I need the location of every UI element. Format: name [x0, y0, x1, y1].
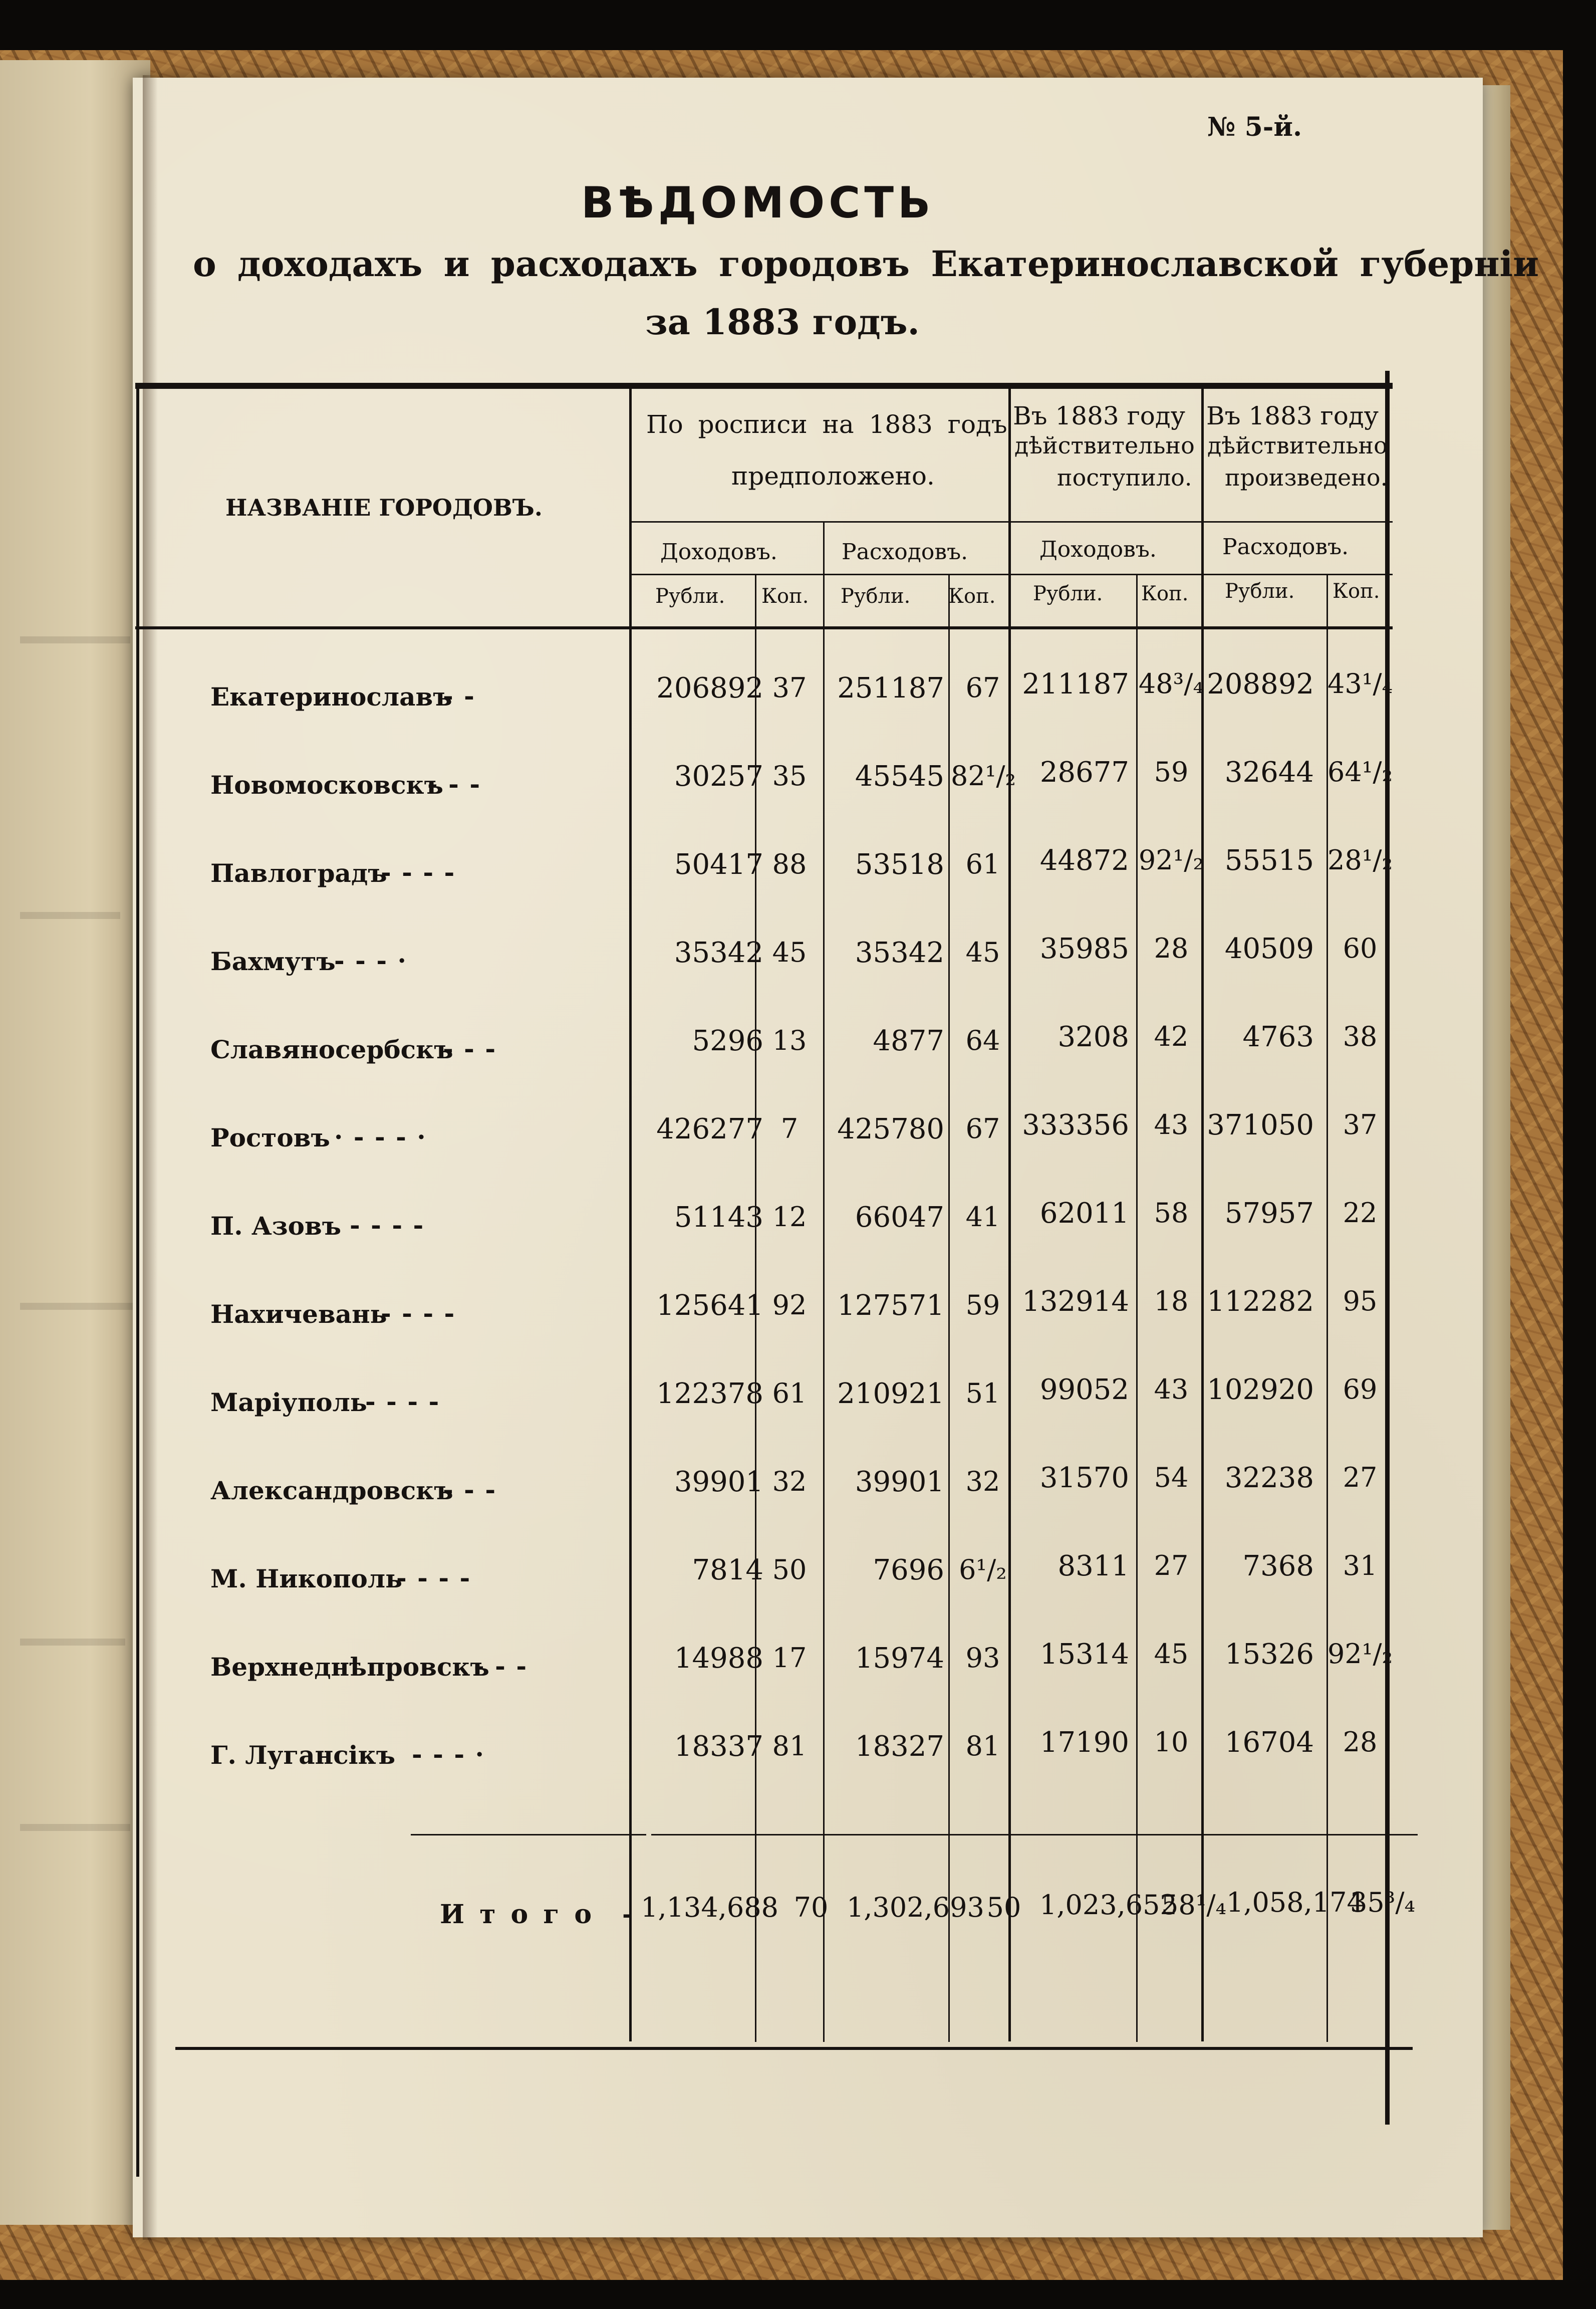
total-budget-expense-rub: 1,302,693 [847, 1892, 984, 1923]
budget-expense-kop: 6¹/₂ [959, 1554, 1007, 1585]
budget-expense-kop: 61 [965, 848, 1000, 880]
budget-income-rub: 206892 [656, 672, 763, 705]
received-income-rub: 62011 [1039, 1197, 1129, 1230]
budget-expense-rub: 66047 [855, 1201, 944, 1234]
budget-expense-rub: 18327 [855, 1730, 944, 1763]
leader-dashes: - - - - [381, 857, 456, 887]
budget-expense-kop: 82¹/₂ [951, 760, 1016, 792]
spent-expense-kop: 27 [1343, 1462, 1378, 1493]
left-page [0, 60, 150, 2225]
received-income-kop: 27 [1154, 1550, 1189, 1581]
budget-income-kop: 35 [772, 760, 807, 792]
header-unit-kop: Коп. [1141, 582, 1189, 605]
header-budget-title: По росписи на 1883 годъ [646, 410, 1007, 439]
budget-expense-kop: 67 [965, 672, 1000, 704]
budget-income-kop: 61 [772, 1377, 807, 1409]
budget-expense-rub: 15974 [855, 1642, 944, 1675]
budget-income-kop: 32 [772, 1466, 807, 1497]
header-unit-kop: Коп. [1333, 580, 1380, 603]
received-income-rub: 31570 [1039, 1462, 1129, 1494]
total-received-income-rub: 1,023,652 [1039, 1889, 1177, 1921]
total-received-income-kop: 58¹/₄ [1161, 1889, 1227, 1921]
header-spent-line2: дѣйствительно [1207, 432, 1388, 459]
received-income-kop: 18 [1154, 1285, 1189, 1317]
budget-income-rub: 39901 [674, 1466, 763, 1498]
header-budget-income: Доходовъ. [660, 539, 777, 565]
budget-income-rub: 7814 [692, 1554, 763, 1586]
spent-expense-rub: 7368 [1242, 1550, 1314, 1582]
spent-expense-rub: 4763 [1242, 1021, 1314, 1053]
received-income-kop: 45 [1154, 1638, 1189, 1670]
spent-expense-kop: 69 [1343, 1373, 1378, 1405]
document-title: ВѢДОМОСТЬ [581, 178, 935, 228]
city-name: Новомосковскъ [210, 770, 444, 800]
spent-expense-kop: 28¹/₂ [1327, 844, 1393, 876]
budget-expense-kop: 45 [965, 937, 1000, 968]
spent-expense-rub: 57957 [1224, 1197, 1314, 1230]
spent-expense-kop: 60 [1343, 933, 1378, 964]
budget-income-rub: 426277 [656, 1113, 763, 1145]
total-label: И т о г о [440, 1899, 595, 1930]
header-unit-kop: Коп. [948, 585, 996, 608]
spent-expense-rub: 112282 [1207, 1285, 1314, 1318]
header-unit-rub: Рубли. [655, 585, 725, 608]
city-name: Александровскъ [210, 1476, 453, 1505]
budget-income-rub: 14988 [674, 1642, 763, 1675]
budget-income-rub: 5296 [692, 1025, 763, 1057]
city-name: Нахичевань [210, 1299, 387, 1329]
page-edge [1483, 85, 1510, 2230]
spent-expense-kop: 38 [1343, 1021, 1378, 1052]
spent-expense-kop: 95 [1343, 1285, 1378, 1317]
budget-income-rub: 30257 [674, 760, 763, 793]
spent-expense-rub: 40509 [1224, 933, 1314, 965]
city-name: Ростовъ [210, 1123, 330, 1152]
leader-dashes: - - - - [381, 1298, 456, 1328]
budget-income-rub: 51143 [674, 1201, 763, 1234]
spent-expense-rub: 55515 [1224, 844, 1314, 877]
header-received-line1: Въ 1883 году [1013, 401, 1186, 430]
header-budget-expense: Расходовъ. [842, 539, 968, 565]
received-income-rub: 28677 [1039, 756, 1129, 789]
budget-income-rub: 50417 [674, 848, 763, 881]
book-spine [143, 75, 158, 2240]
spent-expense-rub: 32238 [1224, 1462, 1314, 1494]
budget-income-kop: 7 [780, 1113, 799, 1144]
city-name: Г. Лугансiкъ [210, 1740, 396, 1770]
city-name: Екатеринославъ [210, 682, 452, 712]
header-city-name: НАЗВАНІЕ ГОРОДОВЪ. [225, 494, 543, 521]
budget-income-kop: 12 [772, 1201, 807, 1233]
city-name: Бахмутъ [210, 947, 336, 976]
header-spent-line1: Въ 1883 году [1206, 401, 1379, 430]
budget-expense-rub: 7696 [873, 1554, 944, 1586]
city-name: П. Азовъ [210, 1211, 342, 1241]
budget-expense-kop: 41 [965, 1201, 1000, 1233]
received-income-rub: 211187 [1022, 668, 1129, 701]
header-unit-rub: Рубли. [1225, 580, 1295, 603]
total-budget-expense-kop: 50 [986, 1892, 1021, 1923]
spent-expense-kop: 37 [1343, 1109, 1378, 1140]
leader-dashes: - - - [474, 1651, 528, 1681]
received-income-rub: 15314 [1039, 1638, 1129, 1671]
received-income-kop: 43 [1154, 1373, 1189, 1405]
total-spent-expense-rub: 1,058,174 [1226, 1887, 1364, 1918]
leader-dashes: - - - · [334, 946, 407, 975]
header-spent-line3: произведено. [1225, 464, 1388, 491]
city-name: М. Никополь [210, 1564, 403, 1593]
spent-expense-rub: 32644 [1224, 756, 1314, 789]
received-income-rub: 44872 [1039, 844, 1129, 877]
budget-expense-rub: 39901 [855, 1466, 944, 1498]
budget-expense-rub: 251187 [837, 672, 944, 705]
budget-income-kop: 88 [772, 848, 807, 880]
leader-dashes: - - - [443, 1475, 497, 1504]
budget-income-kop: 50 [772, 1554, 807, 1585]
page-number: № 5-й. [1207, 112, 1302, 142]
budget-income-kop: 37 [772, 672, 807, 704]
header-unit-kop: Коп. [761, 585, 809, 608]
budget-income-rub: 122378 [656, 1377, 763, 1410]
header-unit-rub: Рубли. [841, 585, 911, 608]
received-income-kop: 92¹/₂ [1138, 844, 1204, 876]
budget-expense-kop: 59 [965, 1289, 1000, 1321]
budget-expense-kop: 81 [965, 1730, 1000, 1762]
received-income-kop: 54 [1154, 1462, 1189, 1493]
budget-income-rub: 125641 [656, 1289, 763, 1322]
header-received-line3: поступило. [1057, 464, 1192, 491]
total-spent-expense-kop: 35³/₄ [1350, 1887, 1416, 1918]
document-subtitle: о доходахъ и расходахъ городовъ Екатеринославской губерніи [193, 243, 1539, 285]
received-income-rub: 132914 [1022, 1285, 1129, 1318]
budget-expense-kop: 93 [965, 1642, 1000, 1674]
total-budget-income-rub: 1,134,688 [641, 1892, 778, 1923]
budget-expense-rub: 35342 [855, 937, 944, 969]
budget-income-rub: 18337 [674, 1730, 763, 1763]
spent-expense-rub: 102920 [1207, 1373, 1314, 1406]
budget-expense-kop: 51 [965, 1377, 1000, 1409]
budget-expense-kop: 64 [965, 1025, 1000, 1056]
received-income-kop: 42 [1154, 1021, 1189, 1052]
header-received-line2: дѣйствительно [1014, 432, 1195, 459]
leader-dashes: · - - - · [334, 1122, 427, 1151]
city-name: Маріуполь [210, 1388, 367, 1417]
received-income-kop: 59 [1154, 756, 1189, 788]
leader-dashes: - - - [427, 769, 481, 799]
spent-expense-kop: 92¹/₂ [1327, 1638, 1393, 1670]
received-income-rub: 8311 [1057, 1550, 1129, 1582]
header-budget-subtitle: предположено. [731, 461, 935, 491]
spent-expense-kop: 28 [1343, 1726, 1378, 1758]
received-income-rub: 333356 [1022, 1109, 1129, 1141]
city-name: Верхнеднѣпровскъ [210, 1652, 489, 1682]
budget-expense-kop: 32 [965, 1466, 1000, 1497]
leader-dashes: - - - - [350, 1210, 425, 1240]
spent-expense-rub: 15326 [1224, 1638, 1314, 1671]
budget-expense-kop: 67 [965, 1113, 1000, 1144]
leader-dashes: - - - [443, 1034, 497, 1063]
city-name: Славяносербскъ [210, 1035, 453, 1064]
budget-expense-rub: 4877 [873, 1025, 944, 1057]
received-income-kop: 28 [1154, 933, 1189, 964]
spent-expense-rub: 16704 [1224, 1726, 1314, 1759]
budget-income-rub: 35342 [674, 937, 763, 969]
spent-expense-rub: 371050 [1207, 1109, 1314, 1141]
header-received-income: Доходовъ. [1039, 537, 1157, 562]
received-income-rub: 3208 [1057, 1021, 1129, 1053]
header-spent-expense: Расходовъ. [1222, 534, 1349, 560]
budget-expense-rub: 127571 [837, 1289, 944, 1322]
header-unit-rub: Рубли. [1033, 582, 1103, 605]
budget-income-kop: 45 [772, 937, 807, 968]
leader-dashes: - - - - [396, 1563, 471, 1592]
total-dash: - [622, 1899, 633, 1929]
received-income-rub: 17190 [1039, 1726, 1129, 1759]
total-budget-income-kop: 70 [793, 1892, 829, 1923]
budget-expense-rub: 425780 [837, 1113, 944, 1145]
received-income-kop: 43 [1154, 1109, 1189, 1140]
received-income-kop: 10 [1154, 1726, 1189, 1758]
spent-expense-kop: 43¹/₄ [1327, 668, 1393, 700]
spent-expense-kop: 64¹/₂ [1327, 756, 1393, 788]
budget-expense-rub: 45545 [855, 760, 944, 793]
city-name: Павлоградъ [210, 858, 387, 888]
leader-dashes: - - [443, 681, 475, 711]
budget-expense-rub: 210921 [837, 1377, 944, 1410]
budget-expense-rub: 53518 [855, 848, 944, 881]
spent-expense-kop: 22 [1343, 1197, 1378, 1229]
received-income-rub: 35985 [1039, 933, 1129, 965]
leader-dashes: - - - - [365, 1387, 440, 1416]
budget-income-kop: 92 [772, 1289, 807, 1321]
spent-expense-rub: 208892 [1207, 668, 1314, 701]
budget-income-kop: 81 [772, 1730, 807, 1762]
document-subtitle-year: за 1883 годъ. [645, 301, 920, 343]
leader-dashes: - - - · [412, 1739, 485, 1769]
received-income-rub: 99052 [1039, 1373, 1129, 1406]
received-income-kop: 48³/₄ [1138, 668, 1204, 700]
budget-income-kop: 13 [772, 1025, 807, 1056]
spent-expense-kop: 31 [1343, 1550, 1378, 1581]
budget-income-kop: 17 [772, 1642, 807, 1674]
received-income-kop: 58 [1154, 1197, 1189, 1229]
